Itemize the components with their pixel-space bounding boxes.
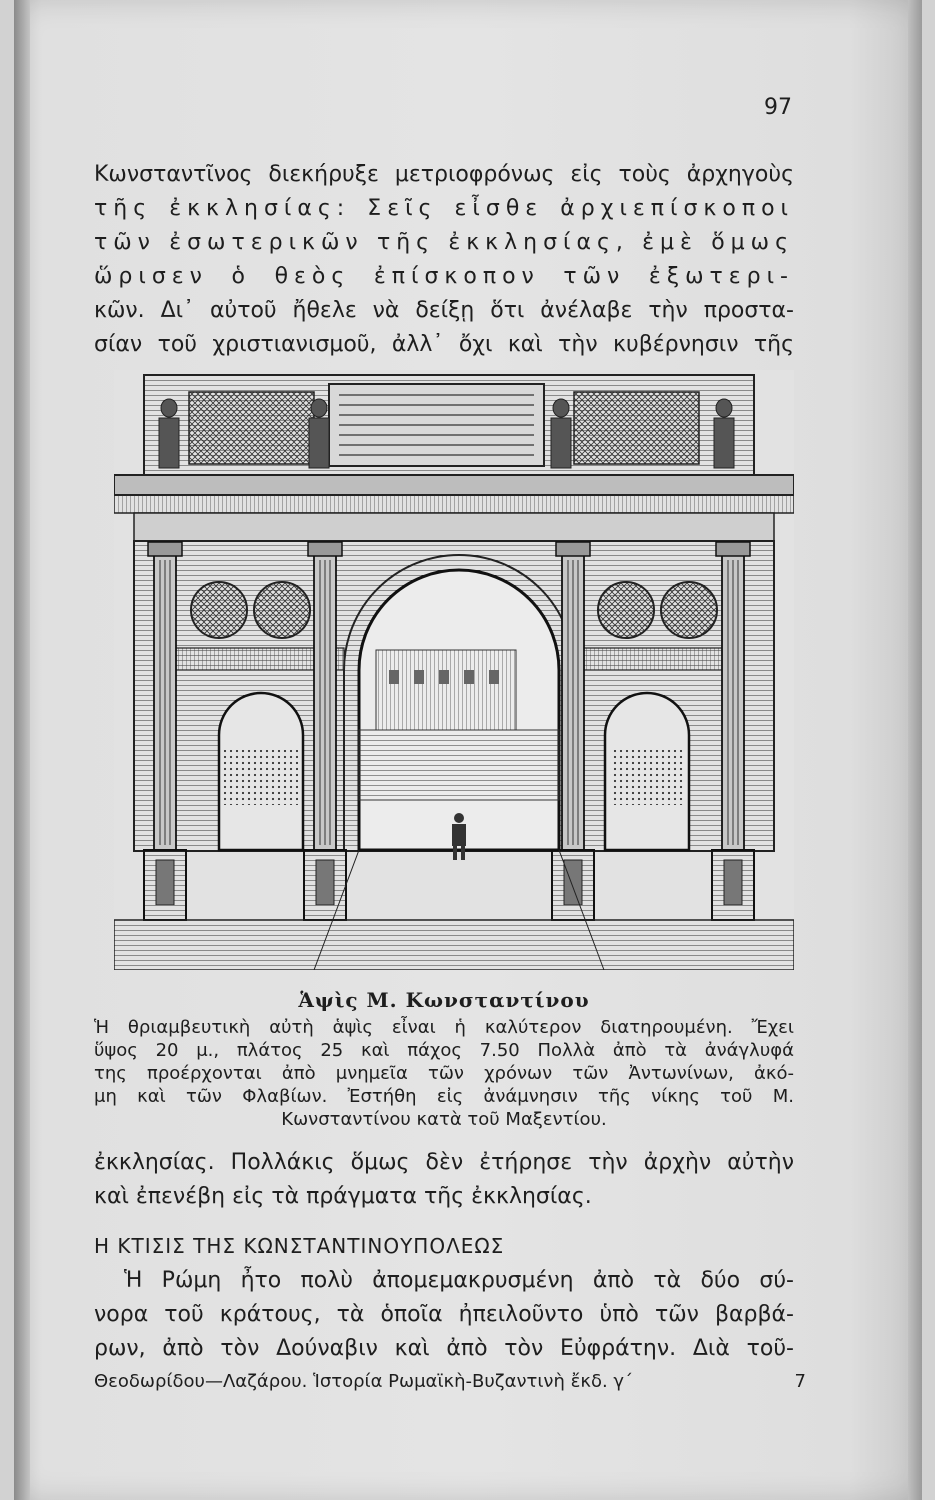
bottom-paragraph — [94, 1264, 794, 1366]
sheet-number: 7 — [794, 1371, 806, 1392]
arch-of-constantine-engraving — [114, 370, 794, 970]
text-line: τῆς ἐκκλησίας: Σεῖς εἶσθε ἀρχιεπίσκοποι — [94, 196, 794, 221]
caption-line: ὕψος 20 μ., πλάτος 25 καὶ πάχος 7.50 Πολλὰ ἀπὸ τὰ ἀνάγλυφά — [94, 1040, 794, 1061]
text-line: ρων, ἀπὸ τὸν Δούναβιν καὶ ἀπὸ τὸν Εὐφράτην. Διὰ τοῦ- — [94, 1336, 794, 1361]
text-line: κῶν. Δι᾽ αὐτοῦ ἤθελε νὰ δείξῃ ὅτι ἀνέλαβε τὴν προστα- — [94, 298, 794, 323]
text-line: καὶ ἐπενέβη εἰς τὰ πράγματα τῆς ἐκκλησίας. — [94, 1184, 592, 1209]
text-line: σίαν τοῦ χριστιανισμοῦ, ἀλλ᾽ ὄχι καὶ τὴν κυβέρνησιν τῆς — [94, 332, 794, 357]
figure-caption — [94, 1016, 794, 1131]
page-number: 97 — [764, 95, 792, 120]
text-line: Κωνσταντῖνος διεκήρυξε μετριοφρόνως εἰς τοὺς ἀρχηγοὺς — [94, 162, 794, 187]
text-line: ἐκκλησίας. Πολλάκις ὅμως δὲν ἐτήρησε τὴν ἀρχὴν αὐτὴν — [94, 1150, 794, 1175]
text-line: νορα τοῦ κράτους, τὰ ὁποῖα ἠπειλοῦντο ὑπὸ τῶν βαρβά- — [94, 1302, 794, 1327]
footer-citation: Θεοδωρίδου—Λαζάρου. Ἱστορία Ρωμαϊκὴ-Βυζαντινὴ ἔκδ. γ΄ — [94, 1371, 634, 1392]
page-footer — [94, 1371, 806, 1392]
top-paragraph — [94, 158, 794, 362]
caption-line: Κωνσταντίνου κατὰ τοῦ Μαξεντίου. — [281, 1109, 607, 1130]
text-line: ὥρισεν ὁ θεὸς ἐπίσκοπον τῶν ἐξωτερι- — [94, 264, 794, 289]
figure-title: Ἁψὶς Μ. Κωνσταντίνου — [298, 988, 590, 1012]
caption-line: μη καὶ τῶν Φλαβίων. Ἐστήθη εἰς ἀνάμνησιν τῆς νίκης τοῦ Μ. — [94, 1086, 794, 1107]
caption-line: της προέρχονται ἀπὸ μνημεῖα τῶν χρόνων τῶν Ἀντωνίνων, ἀκό- — [94, 1063, 794, 1084]
page-edge — [908, 0, 922, 1500]
caption-line: Ἡ θριαμβευτικὴ αὐτὴ ἁψὶς εἶναι ἡ καλύτερον διατηρουμένη. Ἔχει — [94, 1017, 794, 1038]
spine-shadow — [14, 0, 30, 1500]
middle-paragraph — [94, 1146, 794, 1214]
book-page — [14, 0, 922, 1500]
text-line: τῶν ἐσωτερικῶν τῆς ἐκκλησίας, ἐμὲ ὅμως — [94, 230, 794, 255]
text-line: Ἡ Ρώμη ἦτο πολὺ ἀπομεμακρυσμένη ἀπὸ τὰ δύο σύ- — [124, 1268, 794, 1293]
section-heading: Η ΚΤΙΣΙΣ ΤΗΣ ΚΩΝΣΤΑΝΤΙΝΟΥΠΟΛΕΩΣ — [94, 1234, 505, 1258]
